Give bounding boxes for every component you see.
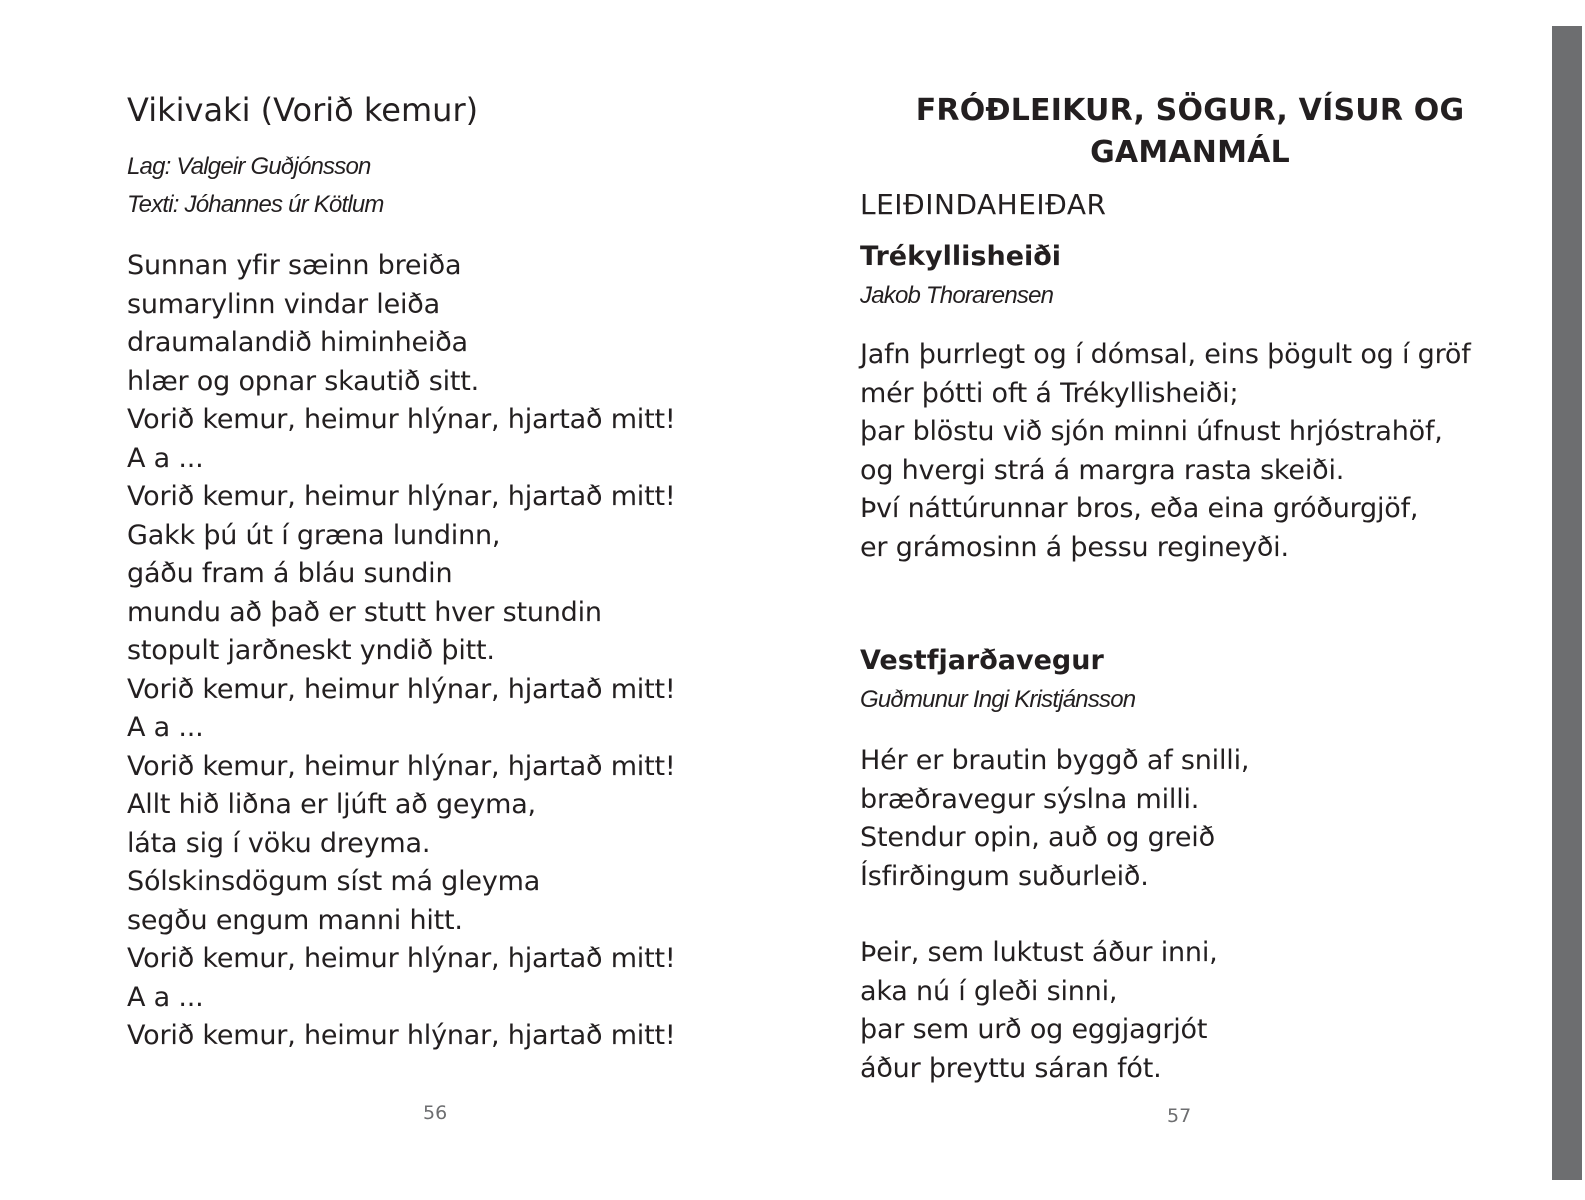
right-page [790,0,1550,1200]
lyricist-credit: Texti: Jóhannes úr Kötlum [127,191,384,218]
lyric-line: A a ... [127,712,204,743]
lyric-line: Vorið kemur, heimur hlýnar, hjartað mitt! [127,750,676,782]
page-number-right: 57 [1167,1105,1192,1127]
lyric-line: mundu að það er stutt hver stundin [127,596,602,628]
poem-line: Hér er brautin byggð af snilli, [860,745,1250,776]
section-title-line-1: FRÓÐLEIKUR, SÖGUR, VÍSUR OG [915,93,1465,128]
lyric-line: Gakk þú út í græna lundinn, [127,519,501,551]
song-lyrics [127,247,676,1056]
lyric-line: Vorið kemur, heimur hlýnar, hjartað mitt! [127,481,676,512]
poem-line: Þeir, sem luktust áður inni, [860,937,1218,968]
composer-credit: Lag: Valgeir Guðjónsson [127,153,371,180]
lyric-line: Sólskinsdögum síst má gleyma [127,866,541,897]
page-number-left: 56 [423,1102,448,1124]
lyric-line: gáðu fram á bláu sundin [127,558,453,589]
poem-line: þar blöstu við sjón minni úfnust hrjóstrahöf, [860,416,1443,447]
poem-line: er grámosinn á þessu regineyði. [860,531,1289,563]
poem-line: Jafn þurrlegt og í dómsal, eins þögult og í gröf [860,339,1471,370]
page-edge-bar [1552,26,1582,1180]
lyric-line: Sunnan yfir sæinn breiða [127,250,462,281]
lyric-line: segðu engum manni hitt. [127,904,463,936]
poem-line: mér þótti oft á Trékyllisheiði; [860,377,1239,409]
section-title [790,90,1585,174]
poem-line: áður þreyttu sáran fót. [860,1052,1162,1084]
poem-line: aka nú í gleði sinni, [860,975,1118,1007]
subsection-heading: LEIÐINDAHEIÐAR [860,188,1107,221]
lyric-line: láta sig í vöku dreyma. [127,827,431,859]
lyric-line: stopult jarðneskt yndið þitt. [127,635,495,666]
song-credits [127,148,384,224]
poem-line: þar sem urð og eggjagrjót [860,1014,1208,1045]
poem-title: Vestfjarðavegur [860,645,1104,676]
poem-author: Jakob Thorarensen [860,282,1054,309]
poem-line: bræðravegur sýslna milli. [860,783,1200,815]
lyric-line: Vorið kemur, heimur hlýnar, hjartað mitt! [127,1020,676,1051]
song-title: Vikivaki (Vorið kemur) [127,91,479,129]
section-title-line-2: GAMANMÁL [1090,135,1290,170]
lyric-line: Vorið kemur, heimur hlýnar, hjartað mitt! [127,943,676,974]
lyric-line: Vorið kemur, heimur hlýnar, hjartað mitt! [127,404,676,435]
poem-title: Trékyllisheiði [860,241,1062,272]
lyric-line: A a ... [127,442,204,474]
lyric-line: Vorið kemur, heimur hlýnar, hjartað mitt! [127,673,676,705]
poem-line: og hvergi strá á margra rasta skeiði. [860,454,1345,486]
poem-line: Ísfirðingum suðurleið. [860,860,1149,892]
left-page [0,0,790,1200]
lyric-line: Allt hið liðna er ljúft að geyma, [127,789,536,820]
lyric-line: A a ... [127,981,204,1013]
poem-line: Því náttúrunnar bros, eða eina gróðurgjöf, [860,493,1419,524]
poem-author: Guðmunur Ingi Kristjánsson [860,686,1136,713]
poem-stanza [860,934,1218,1088]
lyric-line: sumarylinn vindar leiða [127,288,440,320]
lyric-line: draumalandið himinheiða [127,327,468,358]
poem-stanza [860,742,1249,896]
lyric-line: hlær og opnar skautið sitt. [127,365,480,397]
poem-text [860,336,1471,567]
poem-line: Stendur opin, auð og greið [860,822,1215,853]
